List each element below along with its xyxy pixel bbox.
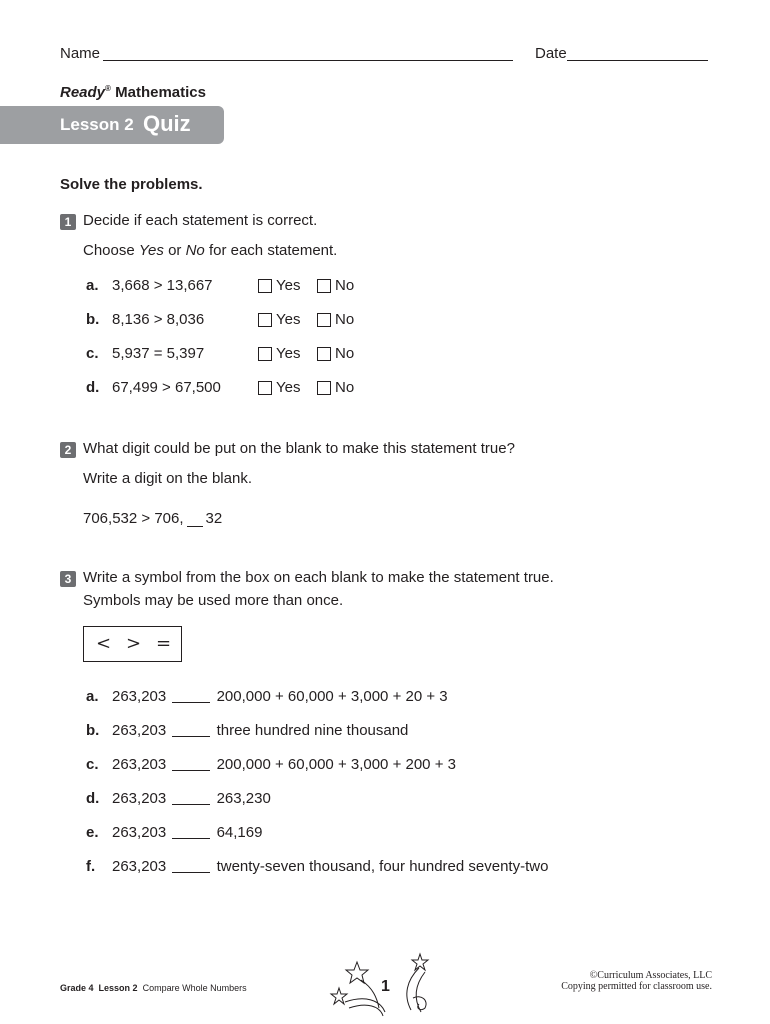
q1d-no-checkbox[interactable] [317,381,331,395]
no-label: No [335,345,355,362]
yes-label: Yes [276,345,301,362]
footer-course-info: Grade 4 Lesson 2 Compare Whole Numbers [60,983,247,993]
quiz-label: Quiz [143,111,191,136]
q1c-no-checkbox[interactable] [317,347,331,361]
q1-item-statement: 8,136 > 8,036 [112,311,205,328]
q3-item-letter: d. [86,790,100,807]
registered-mark: ® [105,84,111,93]
q1-sub-prompt: Choose Yes or No for each statement. [83,242,338,259]
q3f-symbol-blank[interactable] [172,872,210,873]
question-1-badge: 1 [60,214,76,230]
instructions: Solve the problems. [60,176,203,193]
q3-item-letter: c. [86,756,99,773]
question-3-badge: 3 [60,571,76,587]
date-field[interactable] [567,60,708,61]
date-label: Date [535,45,567,62]
q3-item: 263,203 three hundred nine thousand [112,722,409,739]
q3-sub-prompt: Symbols may be used more than once. [83,592,344,609]
copyright-text: ©Curriculum Associates, LLC [589,970,712,981]
lesson-label: Lesson 2 [60,115,134,134]
q2-digit-blank[interactable] [187,509,203,527]
q3-item-letter: b. [86,722,100,739]
q1b-no-checkbox[interactable] [317,313,331,327]
q3-item: 263,203 64,169 [112,824,263,841]
q1-item-letter: a. [86,277,99,294]
q1b-yes-checkbox[interactable] [258,313,272,327]
q3-item: 263,203 twenty-seven thousand, four hundred seventy-two [112,858,549,875]
q2-sub-prompt: Write a digit on the blank. [83,470,252,487]
q1c-yes-checkbox[interactable] [258,347,272,361]
question-2-badge: 2 [60,442,76,458]
q3d-symbol-blank[interactable] [172,804,210,805]
q1-prompt: Decide if each statement is correct. [83,212,318,229]
no-label: No [335,379,355,396]
q1-item-statement: 5,937 = 5,397 [112,345,205,362]
page-number: 1 [381,978,390,995]
q3-item: 263,203 200,000 + 60,000 + 3,000 + 200 + 3 [112,756,456,773]
footer-copyright [561,970,712,992]
no-label: No [335,311,355,328]
q1a-yes-checkbox[interactable] [258,279,272,293]
q1a-no-checkbox[interactable] [317,279,331,293]
q2-expression: 706,532 > 706, 32 [83,510,223,527]
q3-item: 263,203 200,000 + 60,000 + 3,000 + 20 + 3 [112,688,448,705]
less-than-symbol: < [96,633,112,654]
q3e-symbol-blank[interactable] [172,838,210,839]
q3-item-letter: e. [86,824,99,841]
q1-item-statement: 3,668 > 13,667 [112,277,213,294]
q1d-yes-checkbox[interactable] [258,381,272,395]
q3a-symbol-blank[interactable] [172,702,210,703]
symbol-box [83,626,182,662]
q3-item-letter: f. [86,858,96,875]
q1-item-letter: d. [86,379,100,396]
q3-prompt: Write a symbol from the box on each blank to make the statement true. [83,569,554,586]
q1-item-statement: 67,499 > 67,500 [112,379,221,396]
yes-label: Yes [276,277,301,294]
lesson-banner [0,106,224,144]
greater-than-symbol: > [126,633,142,654]
name-field[interactable] [103,60,513,61]
q2-prompt: What digit could be put on the blank to make this statement true? [83,440,515,457]
ready-brand: Ready [60,84,106,101]
ready-mathematics-title [60,84,206,101]
permission-text: Copying permitted for classroom use. [561,981,712,992]
q3-item-letter: a. [86,688,99,705]
yes-label: Yes [276,379,301,396]
equals-symbol: = [156,633,172,654]
q1-item-letter: b. [86,311,100,328]
q1-item-letter: c. [86,345,99,362]
q3b-symbol-blank[interactable] [172,736,210,737]
q3c-symbol-blank[interactable] [172,770,210,771]
no-label: No [335,277,355,294]
subject-label: Mathematics [115,84,206,101]
q3-item: 263,203 263,230 [112,790,271,807]
name-label: Name [60,45,101,62]
yes-label: Yes [276,311,301,328]
